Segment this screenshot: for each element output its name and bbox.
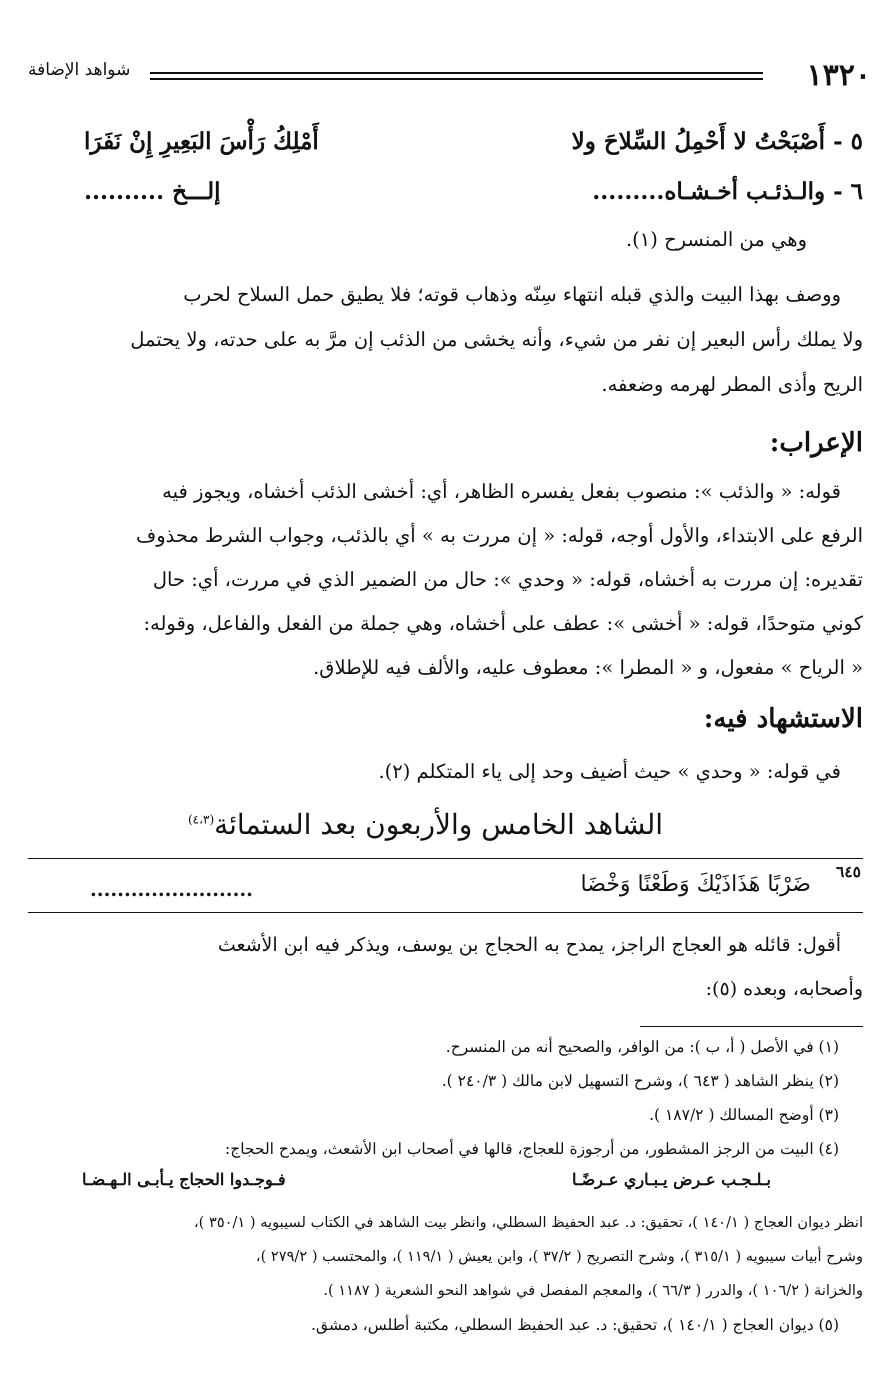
shahid-number: ٦٤٥: [836, 862, 861, 881]
heading-istishhad: الاستشهاد فيه:: [703, 704, 863, 734]
irab-line: تقديره: إن مررت به أخشاه، قوله: « وحدي »: حال من الضمير الذي في مررت، أي: حال: [152, 568, 863, 591]
footnote-2: (٢) ينظر الشاهد ( ٦٤٣ )، وشرح التسهيل لابن مالك ( ٢٤٠/٣ ).: [441, 1072, 839, 1090]
footnote-4-cont: وشرح أبيات سيبويه ( ٣١٥/١ )، وشرح التصريح ( ٣٧/٢ )، وابن يعيش ( ١١٩/١ )، والمحتسب ( ٢٧٩/٢ )،: [255, 1248, 863, 1265]
verse-6-second-hemistich: إلـــخ ..........: [84, 178, 221, 205]
section-title: [188, 808, 663, 841]
shahid-verse: ضَرْبًا هَذَاذَيْكَ وَطَعْنًا وَخْضَا: [580, 872, 811, 897]
footnote-4: (٤) البيت من الرجز المشطور، من أرجوزة للعجاج، قالها في أصحاب ابن الأشعث، ويمدح الحجاج:: [224, 1140, 839, 1158]
irab-line: « الرياح » مفعول، و « المطرا »: معطوف عليه، والألف فيه للإطلاق.: [313, 656, 863, 679]
verse-5-second-hemistich: أَمْلِكُ رَأْسَ البَعِيرِ إِنْ نَفَرَا: [84, 128, 319, 155]
irab-line: قوله: « والذئب »: منصوب بفعل يفسره الظاهر، أي: أخشى الذئب أخشاه، ويجوز فيه: [162, 480, 841, 503]
header-rule-2: [150, 78, 763, 80]
shahid-dots: ........................: [90, 878, 253, 901]
aqul-line: أقول: قائله هو العجاج الراجز، يمدح به الحجاج بن يوسف، ويذكر فيه ابن الأشعث: [217, 934, 841, 956]
aqul-line: وأصحابه، وبعده (٥):: [705, 978, 863, 1000]
para-line: الريح وأذى المطر لهرمه وضعفه.: [601, 373, 863, 396]
verse-6-first-hemistich: ٦ - والـذئـب أخـشـاه.........: [592, 178, 863, 205]
shahid-rule: [28, 912, 863, 913]
page-number: ١٣٢٠: [806, 58, 871, 93]
footnote-4-cont: انظر ديوان العجاج ( ١٤٠/١ )، تحقيق: د. عبد الحفيظ السطلي، وانظر بيت الشاهد في الكتاب لسيبويه ( ٣٥٠/١ )،: [193, 1214, 863, 1231]
footnote-1: (١) في الأصل ( أ، ب ): من الوافر، والصحيح أنه من المنسرح.: [445, 1038, 839, 1056]
footnote-rule: [640, 1026, 863, 1027]
para-line: ووصف بهذا البيت والذي قبله انتهاء سِنّه وذهاب قوته؛ فلا يطيق حمل السلاح لحرب: [183, 283, 841, 306]
footnote-verse-second: فـوجـدوا الحجاج يـأبـى الـهـضـا: [82, 1170, 286, 1189]
footnote-4-cont: والخزانة ( ١٠٦/٢ )، والدرر ( ٦٦/٣ )، والمعجم المفصل في شواهد النحو الشعرية ( ١١٨٧ ).: [323, 1282, 863, 1299]
istishhad-text: في قوله: « وحدي » حيث أضيف وحد إلى ياء المتكلم (٢).: [378, 760, 841, 783]
para-line: ولا يملك رأس البعير إن نفر من شيء، وأنه يخشى من الذئب إن مرَّ به على حدته، ولا يحتمل: [130, 328, 863, 351]
footnote-3: (٣) أوضح المسالك ( ١٨٧/٢ ).: [649, 1106, 839, 1124]
running-title: شواهد الإضافة: [28, 60, 131, 80]
footnote-5: (٥) ديوان العجاج ( ١٤٠/١ )، تحقيق: د. عبد الحفيظ السطلي، مكتبة أطلس، دمشق.: [310, 1316, 839, 1334]
section-title-text: الشاهد الخامس والأربعون بعد الستمائة: [214, 808, 663, 841]
section-rule: [28, 858, 863, 859]
meter-note: وهي من المنسرح (١).: [625, 228, 807, 251]
section-title-footnote-ref: (٤،٣): [187, 812, 215, 827]
heading-irab: الإعراب:: [769, 428, 863, 458]
footnote-verse-first: بـلـجـب عـرض يـبـاري عـرضًـا: [572, 1170, 771, 1189]
irab-line: كوني متوحدًا، قوله: « أخشى »: عطف على أخشاه، وهي جملة من الفعل والفاعل، وقوله:: [143, 612, 863, 635]
header-rule: [150, 72, 763, 74]
verse-5-first-hemistich: ٥ - أَصْبَحْتُ لا أَحْمِلُ السِّلاحَ ولا: [571, 128, 863, 155]
irab-line: الرفع على الابتداء، والأول أوجه، قوله: « إن مررت به » أي بالذئب، وجواب الشرط محذوف: [136, 524, 863, 547]
